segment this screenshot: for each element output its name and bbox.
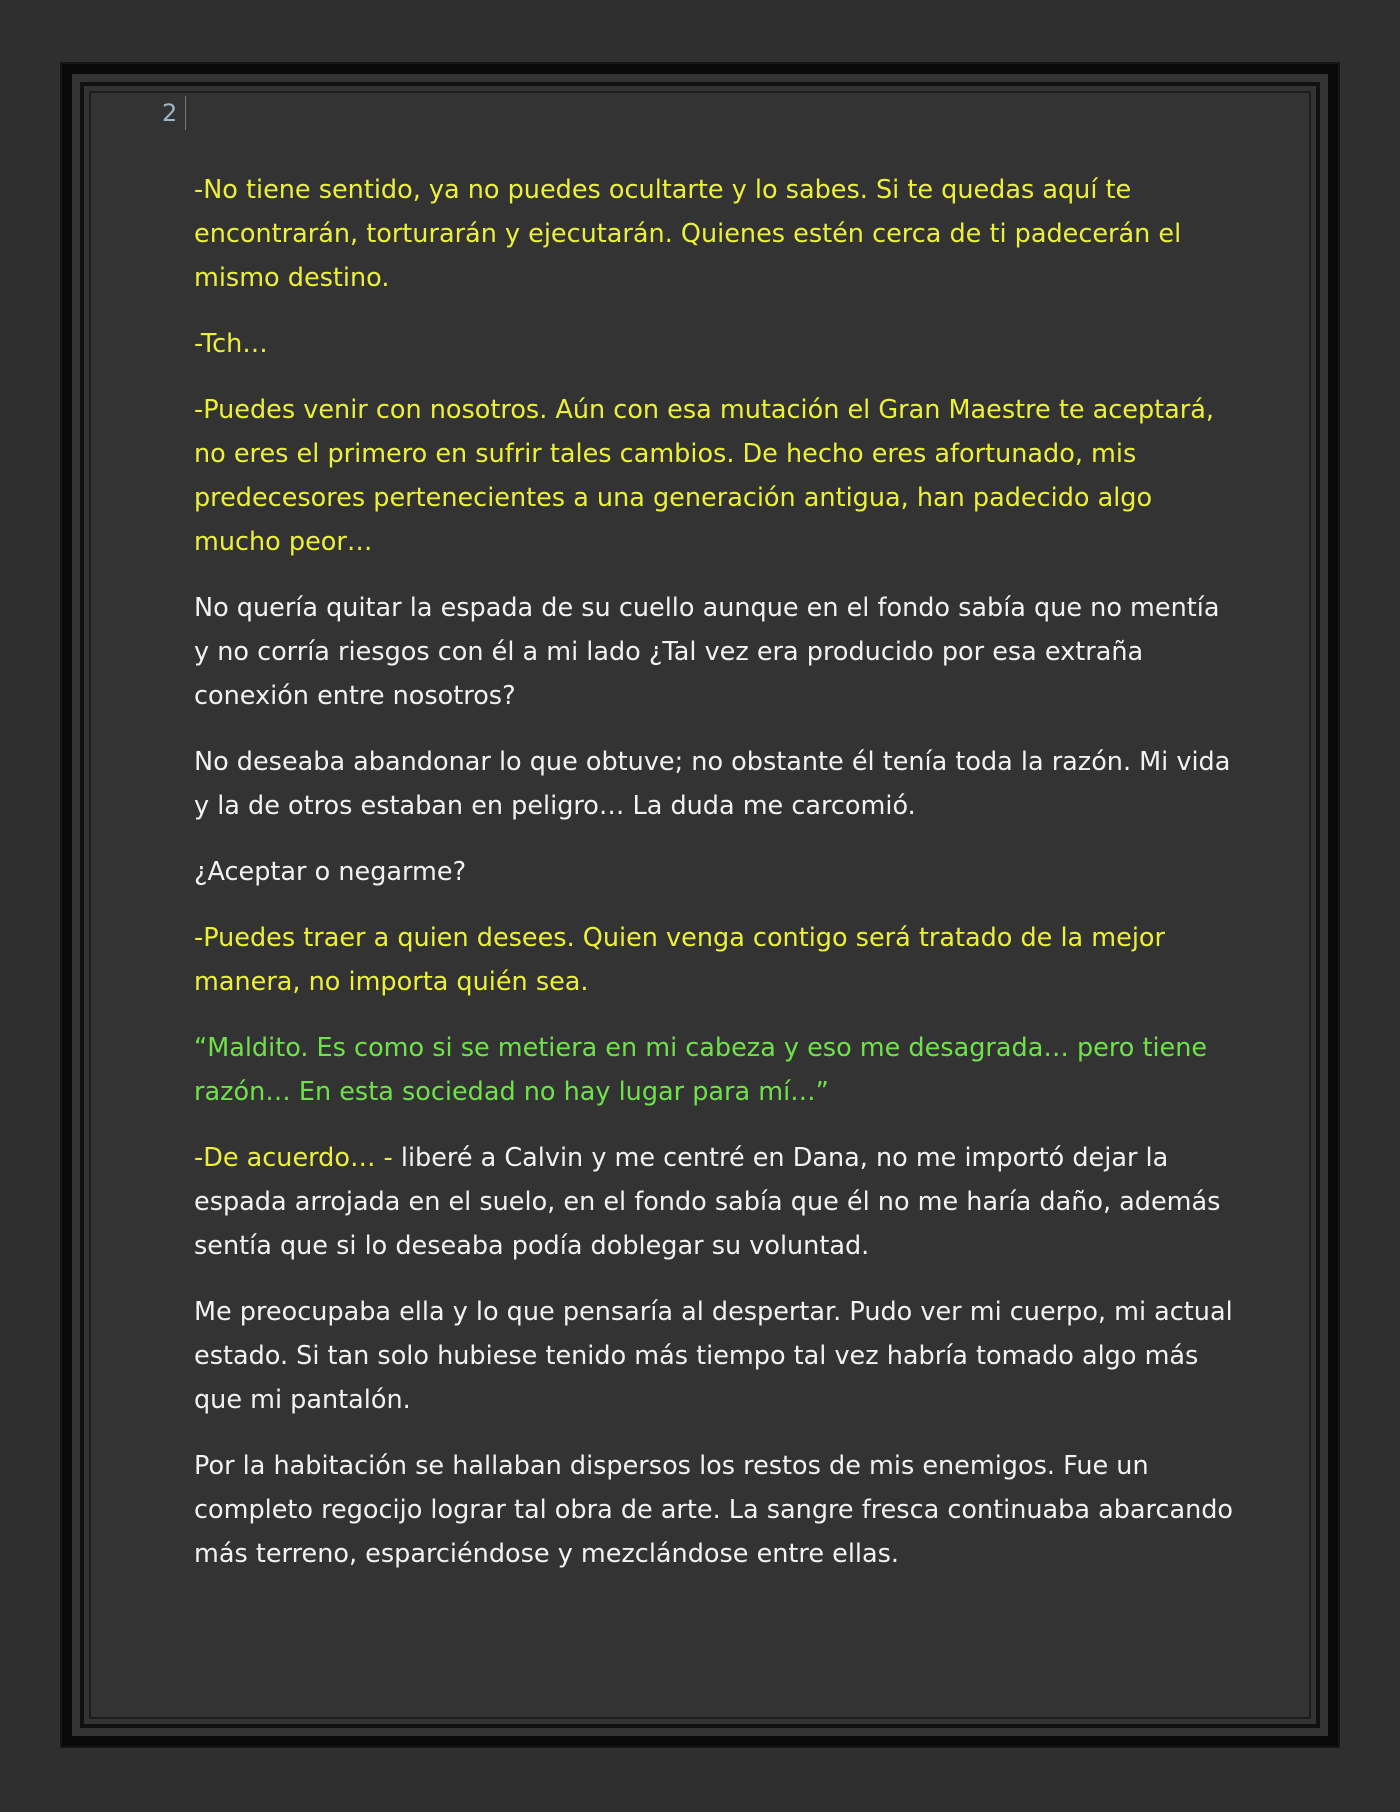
mixed-paragraph [194,1136,1234,1268]
narration-fragment: liberé a Calvin y me centré en Dana, no me importó dejar la espada arrojada en el suelo, en el fondo sabía que él no me haría daño, además sentía que si lo deseaba podía doblegar su voluntad. [194,1143,1221,1261]
narration-paragraph: No quería quitar la espada de su cuello aunque en el fondo sabía que no mentía y no corría riesgos con él a mi lado ¿Tal vez era producido por esa extraña conexión entre nosotros? [194,593,1220,711]
dialogue-paragraph: -Tch… [194,329,268,359]
narration-paragraph: Por la habitación se hallaban dispersos los restos de mis enemigos. Fue un completo regocijo lograr tal obra de arte. La sangre fresca continuaba abarcando más terreno, esparciéndose y mezclándose entre ellas. [194,1451,1234,1569]
dialogue-paragraph: -Puedes venir con nosotros. Aún con esa mutación el Gran Maestre te aceptará, no eres el primero en sufrir tales cambios. De hecho eres afortunado, mis predecesores pertenecientes a una generación antigua, han padecido algo mucho peor… [194,395,1214,557]
narration-paragraph: No deseaba abandonar lo que obtuve; no obstante él tenía toda la razón. Mi vida y la de otros estaban en peligro… La duda me carcomió. [194,747,1231,821]
page-number: 2 [162,96,186,130]
dialogue-fragment: -De acuerdo… - [194,1143,393,1173]
dialogue-paragraph: -Puedes traer a quien desees. Quien venga contigo será tratado de la mejor manera, no importa quién sea. [194,923,1165,997]
dialogue-paragraph: -No tiene sentido, ya no puedes ocultarte y lo sabes. Si te quedas aquí te encontrarán, torturarán y ejecutarán. Quienes estén cerca de ti padecerán el mismo destino. [194,175,1182,293]
story-text [194,168,1234,1598]
narration-paragraph: ¿Aceptar o negarme? [194,857,467,887]
page-frame [62,64,1338,1746]
thought-paragraph: “Maldito. Es como si se metiera en mi cabeza y eso me desagrada… pero tiene razón… En esta sociedad no hay lugar para mí…” [194,1033,1208,1107]
narration-paragraph: Me preocupaba ella y lo que pensaría al despertar. Pudo ver mi cuerpo, mi actual estado. Si tan solo hubiese tenido más tiempo tal vez habría tomado algo más que mi pantalón. [194,1297,1233,1415]
